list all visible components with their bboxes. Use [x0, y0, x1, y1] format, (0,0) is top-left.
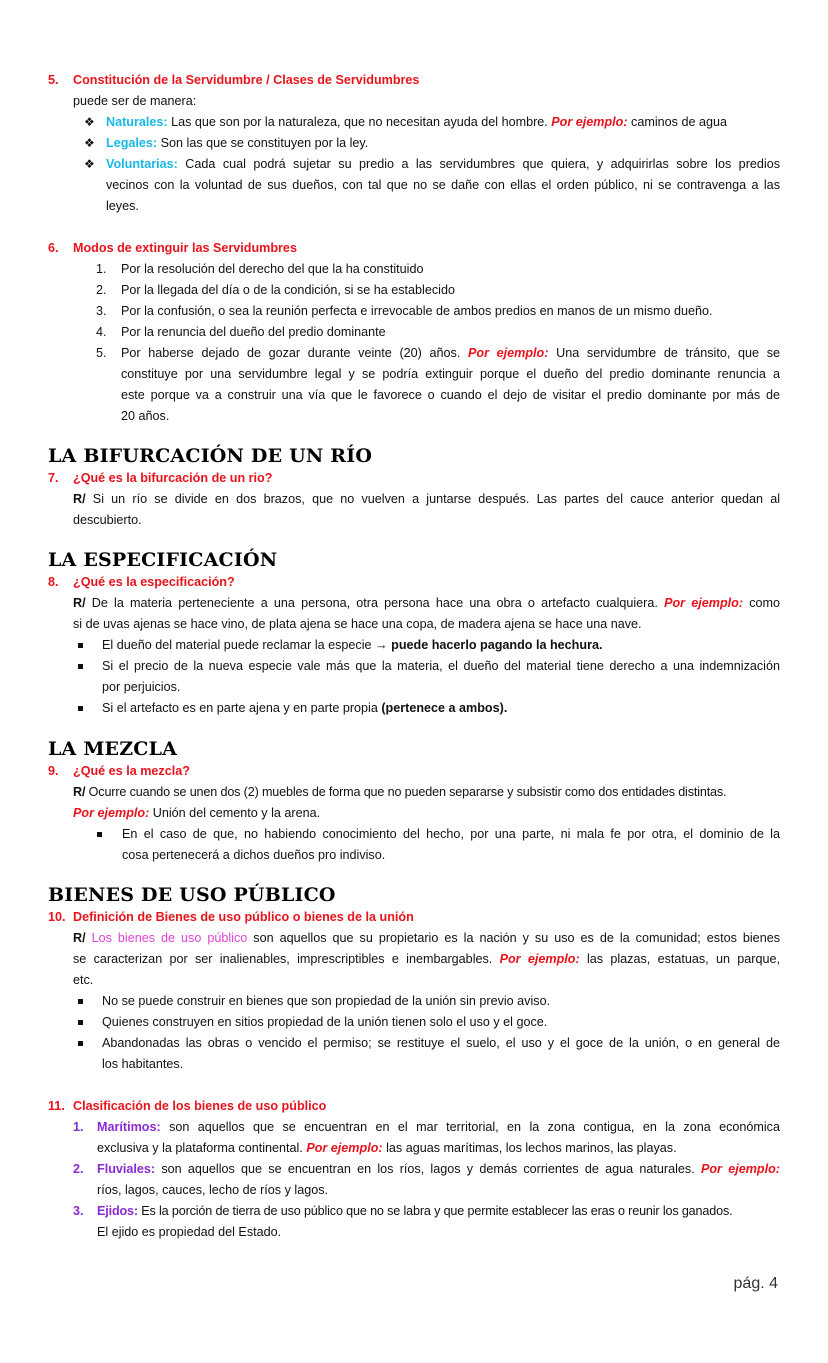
section-7-number: 7.: [48, 471, 59, 485]
section-5-intro: puede ser de manera:: [73, 94, 197, 108]
list-item: El dueño del material puede reclamar la especie → puede hacerlo pagando la hechura.: [102, 638, 603, 652]
section-9-title: ¿Qué es la mezcla?: [73, 764, 190, 778]
list-item: Abandonadas las obras o vencido el permiso; se restituye el suelo, el uso y el goce de la unión, o en general de: [102, 1036, 780, 1050]
list-item-line: este porque va a construir una vía que le favorece o cuando el dejo de visitar el predio dominante por más de: [121, 388, 780, 402]
list-number: 4.: [96, 325, 107, 339]
section-5-number: 5.: [48, 73, 59, 87]
square-bullet-icon: [78, 635, 83, 656]
section-6-number: 6.: [48, 241, 59, 255]
list-item: Naturales: Las que son por la naturaleza, que no necesitan ayuda del hombre. Por ejemplo: caminos de agua: [106, 115, 727, 129]
list-number: 3.: [73, 1204, 84, 1218]
square-bullet-icon: [78, 698, 83, 719]
answer-line: R/ Si un río se divide en dos brazos, que no vuelven a juntarse después. Las partes del cauce anterior quedan al: [73, 492, 780, 506]
list-item: Por la resolución del derecho del que la ha constituido: [121, 262, 424, 276]
heading-mezcla: LA MEZCLA: [48, 738, 178, 760]
answer-line: si de uvas ajenas se hace vino, de plata ajena se hace una copa, de madera ajena se hace una nave.: [73, 617, 642, 631]
list-item: En el caso de que, no habiendo conocimiento del hecho, por una parte, ni mala fe por otra, el dominio de la: [122, 827, 780, 841]
list-item-line: los habitantes.: [102, 1057, 184, 1071]
section-10-title: Definición de Bienes de uso público o bienes de la unión: [73, 910, 414, 924]
section-7-title: ¿Qué es la bifurcación de un rio?: [73, 471, 273, 485]
list-item-line: cosa pertenecerá a dichos dueños pro indiviso.: [122, 848, 386, 862]
section-11-title: Clasificación de los bienes de uso público: [73, 1099, 327, 1113]
answer-line: Por ejemplo: Unión del cemento y la arena.: [73, 806, 321, 820]
list-number: 1.: [73, 1120, 84, 1134]
answer-line: R/ Los bienes de uso público son aquellos que su propietario es la nación y su uso es de la comunidad; estos bienes: [73, 931, 780, 945]
list-item: Legales: Son las que se constituyen por la ley.: [106, 136, 369, 150]
list-item: Quienes construyen en sitios propiedad de la unión tienen solo el uso y el goce.: [102, 1015, 548, 1029]
answer-line: R/ De la materia perteneciente a una persona, otra persona hace una obra o artefacto cualquiera. Por ejemplo: como: [73, 596, 781, 610]
heading-bienes-uso-publico: BIENES DE USO PÚBLICO: [48, 884, 336, 906]
list-item: Por la renuncia del dueño del predio dominante: [121, 325, 386, 339]
answer-line: descubierto.: [73, 513, 142, 527]
heading-bifurcacion: LA BIFURCACIÓN DE UN RÍO: [48, 445, 373, 467]
list-number: 2.: [73, 1162, 84, 1176]
section-8-number: 8.: [48, 575, 59, 589]
diamond-bullet-icon: ❖: [84, 136, 95, 150]
list-item: No se puede construir en bienes que son propiedad de la unión sin previo aviso.: [102, 994, 551, 1008]
list-item-line: exclusiva y la plataforma continental. Por ejemplo: las aguas marítimas, los lechos marinos, las playas.: [97, 1141, 677, 1155]
list-item: Voluntarias: Cada cual podrá sujetar su predio a las servidumbres que quiera, y adquirirlas sobre los predios: [106, 157, 780, 171]
square-bullet-icon: [78, 1033, 83, 1054]
square-bullet-icon: [78, 1012, 83, 1033]
list-item-line: vecinos con la voluntad de sus dueños, con tal que no se dañe con ellas el orden público, ni se contravenga a las: [106, 178, 780, 192]
diamond-bullet-icon: ❖: [84, 157, 95, 171]
list-number: 3.: [96, 304, 107, 318]
square-bullet-icon: [78, 656, 83, 677]
square-bullet-icon: [97, 824, 102, 845]
list-item: Por haberse dejado de gozar durante veinte (20) años. Por ejemplo: Una servidumbre de tránsito, que se: [121, 346, 780, 360]
list-item: Si el artefacto es en parte ajena y en parte propia (pertenece a ambos).: [102, 701, 508, 715]
heading-especificacion: LA ESPECIFICACIÓN: [48, 549, 278, 571]
list-item-line: El ejido es propiedad del Estado.: [97, 1225, 282, 1239]
page-number: pág. 4: [733, 1275, 778, 1292]
list-item-line: constituye por una servidumbre legal y se podría extinguir porque el dueño del predio dominante renuncia a: [121, 367, 780, 381]
list-item: Si el precio de la nueva especie vale más que la materia, el dueño del material tiene derecho a una indemnización: [102, 659, 780, 673]
list-number: 2.: [96, 283, 107, 297]
section-6-title: Modos de extinguir las Servidumbres: [73, 241, 297, 255]
section-9-number: 9.: [48, 764, 59, 778]
section-11-number: 11.: [48, 1099, 65, 1113]
diamond-bullet-icon: ❖: [84, 115, 95, 129]
list-item: Fluviales: son aquellos que se encuentran en los ríos, lagos y demás corrientes de agua naturales. Por ejemplo:: [97, 1162, 780, 1176]
section-8-title: ¿Qué es la especificación?: [73, 575, 235, 589]
list-item-line: leyes.: [106, 199, 139, 213]
section-10-number: 10.: [48, 910, 66, 924]
list-item: Marítimos: son aquellos que se encuentran en el mar territorial, en la zona contigua, en la zona económica: [97, 1120, 780, 1134]
list-item-line: por perjuicios.: [102, 680, 181, 694]
answer-line: se caracterizan por ser inalienables, imprescriptibles e inembargables. Por ejemplo: las plazas, estatuas, un parque,: [73, 952, 780, 966]
answer-line: R/ Ocurre cuando se unen dos (2) muebles de forma que no pueden separarse y subsistir como dos entidades distintas.: [73, 785, 727, 799]
answer-line: etc.: [73, 973, 94, 987]
list-item: Ejidos: Es la porción de tierra de uso público que no se labra y que permite establecer las eras o reunir los ganados.: [97, 1204, 733, 1218]
square-bullet-icon: [78, 991, 83, 1012]
list-number: 5.: [96, 346, 107, 360]
section-5-title: Constitución de la Servidumbre / Clases de Servidumbres: [73, 73, 420, 87]
list-item-line: ríos, lagos, cauces, lecho de ríos y lagos.: [97, 1183, 329, 1197]
list-number: 1.: [96, 262, 107, 276]
list-item: Por la confusión, o sea la reunión perfecta e irrevocable de ambos predios en manos de un mismo dueño.: [121, 304, 713, 318]
list-item: Por la llegada del día o de la condición, si se ha establecido: [121, 283, 455, 297]
list-item-line: 20 años.: [121, 409, 170, 423]
